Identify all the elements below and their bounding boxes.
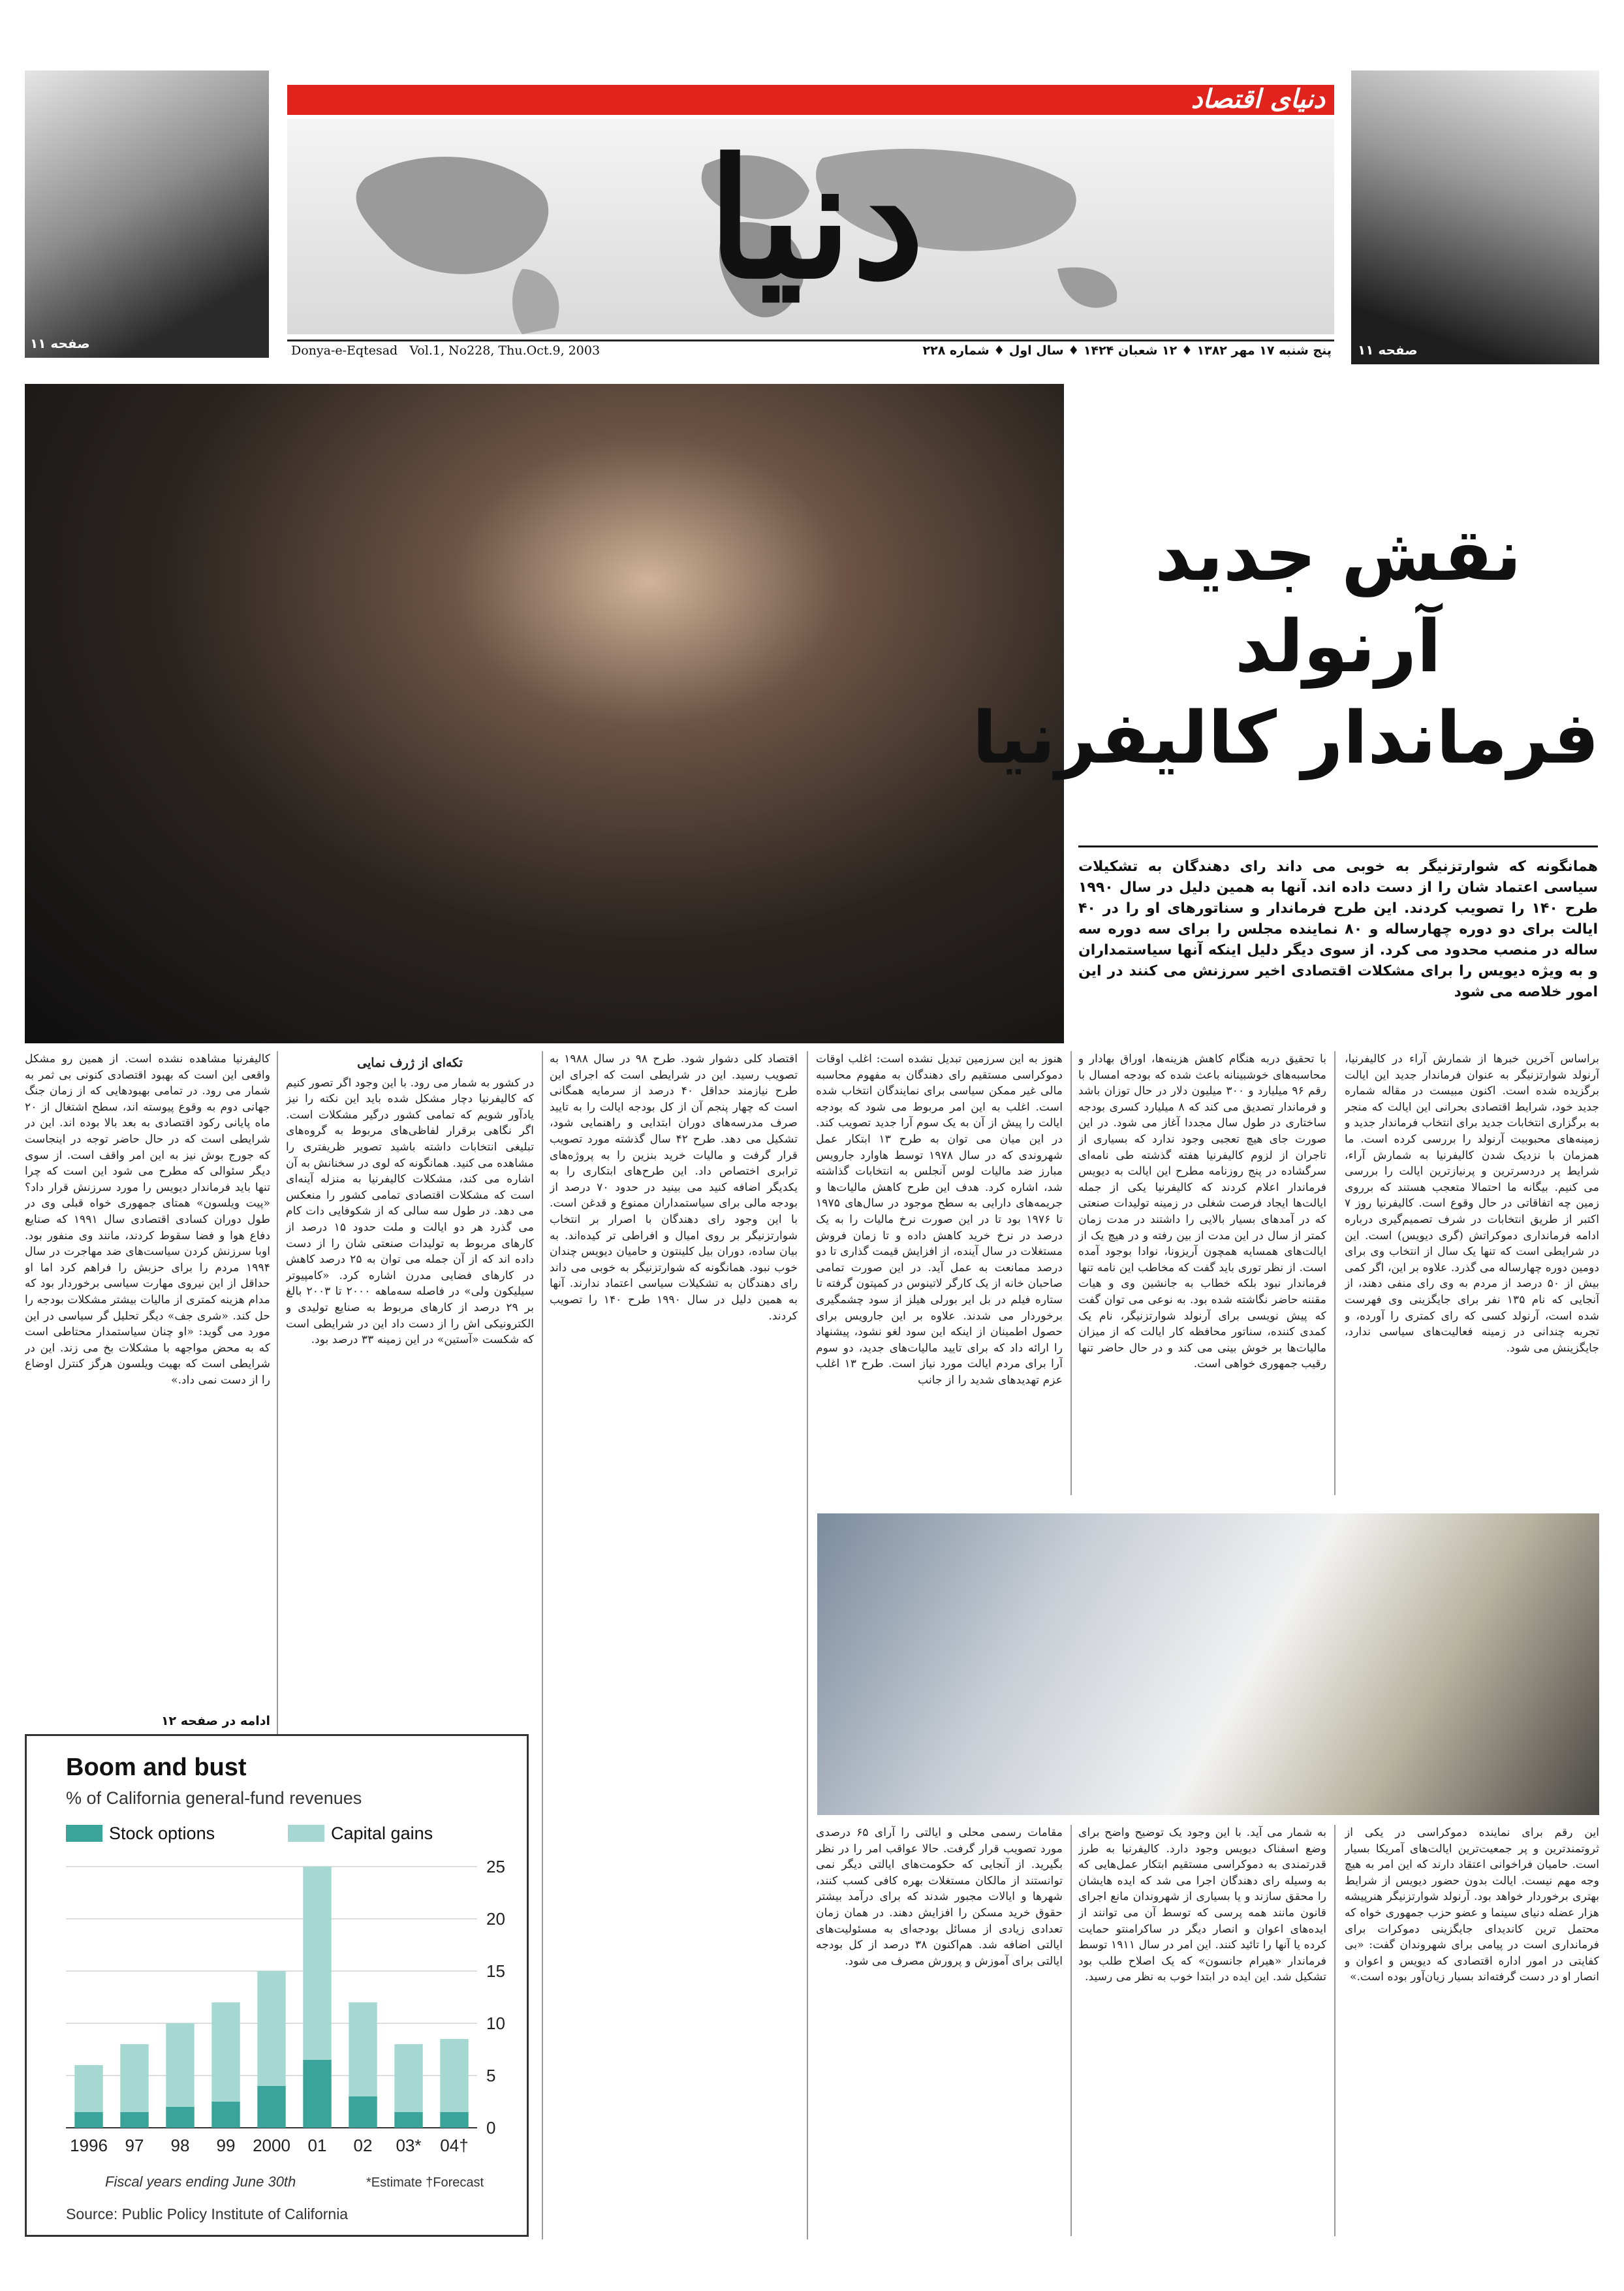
bar-capital-gains: [166, 2023, 194, 2107]
article-column-4: اقتصاد کلی دشوار شود. طرح ۹۸ در سال ۱۹۸۸ به تصویب رسید. این در شرایطی است که اجرای این طرح نیازمند حداقل ۴۰ درصد از سرمایه همگانی است که چهار پنجم آن از کل بودجه ایالت را به تایید صرف مدرسه‌های دوران ابتدایی و راهنمایی شود، تشکیل می دهد. طرح ۴۲ سال گذشته مورد تصویب قرار گرفت و مالیات خرید بنزین را به پروژه‌های ترابری اختصاص داد. این طرح‌های ابتکاری را به یکدیگر اضافه کنید می بینید در حدود ۷۰ درصد از بودجه مالی برای سیاستمداران ممنوع و قدغن است. با این وجود رای دهندگان با اصرار بر انتخاب شوارتزنیگر بر روی امیال و افراطی تر کیده‌اند. به بیان ساده، دوران بیل کلینتون و حامیان دیویس چندان خوب نبود. همانگونه که شوارتزنیگر به خوبی می داند رای دهندگان به تشکیلات سیاسی اعتماد ندارند. آنها به همین دلیل در سال ۱۹۹۰ طرح ۱۴۰ را تصویب کردند.: [550, 1052, 798, 1323]
date-persian: پنج شنبه ۱۷ مهر ۱۳۸۲ ♦ ۱۲ شعبان ۱۴۲۴ ♦ سال اول ♦ شماره ۲۲۸: [922, 343, 1332, 358]
chart-source: Source: Public Policy Institute of California: [66, 2205, 349, 2222]
teaser-photo-left[interactable]: [25, 71, 269, 358]
bar-stock-options: [166, 2107, 194, 2128]
bar-capital-gains: [394, 2044, 422, 2112]
bar-stock-options: [257, 2086, 285, 2128]
lead-text: همانگونه که شوارتزنیگر به خوبی می داند رای دهندگان به تشکیلات سیاسی اعتماد شان را از دست داده اند. آنها به همین دلیل در سال ۱۹۹۰ طرح ۱۴۰ را تصویب کردند. این طرح فرماندار و سناتورهای او را در ۴۰ ایالت برای دو دوره چهارساله و ۸۰ نماینده مجلس را برای سه دوره سه ساله در منصب محدود می کرد. از سوی دیگر دلیل اینکه آنها سیاستمداران و به ویژه دیویس را برای مشکلات اقتصادی اخیر سرزنش می کنند در این امور خلاصه می شود: [1078, 859, 1598, 1000]
chart-box: [25, 1734, 529, 2237]
column-rule: [807, 1051, 808, 2239]
article-column-6: کالیفرنیا مشاهده نشده است. از همین رو مشکل واقعی این است که بهبود اقتصادی کنونی بی ثمر به شمار می رود. در تمامی بهبودهایی که از زمان جنگ جهانی دوم به وقوع پیوسته اند، سطح اشتغال از ۲۰ ماه پایانی رکود اقتصادی به بعد بالا بوده اند. این در شرایطی است که در حال حاضر توجه در اینجاست که جورج بوش نیز به این امر واقف است. از سوی دیگر سئوالی که مطرح می شود این است که چرا تنها باید فرماندار دیویس را مورد سرزنش قرار داد؟ «پیت ویلسون» همتای جمهوری خواه قبلی وی در طول دوران کسادی اقتصادی سال ۱۹۹۱ که صنایع دفاع هوا و فضا سقوط کردند، مانند وی منفور بود. اوبا سرزنش کردن سیاست‌های ضد مهاجرت در سال ۱۹۹۴ مردم را برای حزبش را فراهم کرد اما او حداقل از این نیروی مهارت سیاسی برخوردار بود که مدام هزینه کمتری از مالیات بیشتر مشکلات بودجه را حل کند. «شری جف» دیگر تحلیل گر سیاسی در این مورد می گوید: «او چنان سیاستمدار محتاطی است که به محض مواجهه با مشکلات بخ می زند. این در شرایطی است که بهیت ویلسون هرگز کنترل اوضاع را از دست نمی داد.»: [25, 1052, 270, 1387]
legend-swatch-stock: [66, 1825, 102, 1842]
article-column-2: با تحقیق دربه هنگام کاهش هزینه‌ها، اوراق بهادار و محاسبه‌های خوشبینانه باعث شده که بودجه امسال با رقم ۹۶ میلیارد و ۳۰۰ میلیون دلار در حال توزان باشد و فرماندار تصدیق می کند که ۸ میلیارد کسری بودجه ساختاری در طول سال مجددا آغاز می شود. در این صورت جای هیچ تعجبی وجود ندارد که بسیاری از تاجران از لزوم کالیفرنیا هفته گذشته طی نامه‌ای سرگشاده در پنج روزنامه مطرح این ایالت به دیویس فرماندار اعلام کردند که کالیفرنیا یکی از جمله ایالت‌ها ایجاد فرصت شغلی در زمینه تولیدات صنعتی که در آمدهای بسیار بالایی را داشتند در مدت زمان کمتر از سال در این مدت از بین رفته و در هیچ یک از ایالت‌های همسایه همچون آریزونا، نوادا بوجود آمده است. از نظر توری باید گفت که مخاطب این نامه تنها فرماندار نبود بلکه خطاب به جانشین وی و هیات مقننه حاضر نگاشته شده بود. به نوعی می توان گفت که پیش نویسی برای آرنولد شوارتزنیگر، نام یک کمدی کننده، سناتور محافظه کار ایالت که از میزان مالیات‌ها بر خوش بینی می کند و در حال حاضر تنها رقیب جمهوری خواهی است.: [1078, 1052, 1326, 1371]
teaser-photo-right[interactable]: [1351, 71, 1599, 364]
bar-stock-options: [74, 2112, 102, 2128]
bar-stock-options: [349, 2096, 377, 2128]
masthead-rule: [287, 340, 1334, 341]
masthead-logo: دنیا: [707, 123, 925, 315]
bar-capital-gains: [120, 2044, 148, 2112]
bar-capital-gains: [211, 2002, 240, 2102]
bar-stock-options: [440, 2112, 468, 2128]
bar-capital-gains: [74, 2065, 102, 2112]
x-tick-label: 97: [125, 2136, 144, 2155]
column-rule: [1070, 1051, 1072, 1495]
y-tick-label: 15: [486, 1961, 505, 1981]
main-photo[interactable]: [25, 384, 1064, 1043]
article-column-9: مقامات رسمی محلی و ایالتی را آرای ۶۵ درصدی مورد تصویب قرار گرفت. حالا عواقب امر را در نظر بگیرید. از آنجایی که حکومت‌های ایالتی دیگر نمی توانستند از مالکان مستغلات بهره کافی کسب کنند، شهرها و ایالات مجبور شدند که برای درآمد بیشتر حقوق خرید مسکن را افزایش دهند. در همان زمان تعدادی زیادی از مسائل بودجه‌ای به مسئولیت‌های ایالتی اضافه شد. هم‌اکنون ۳۸ درصد از کل بودجه ایالتی برای آموزش و پرورش مصرف می شود.: [816, 1826, 1063, 1968]
x-tick-label: 01: [307, 2136, 327, 2155]
headline-line-3: فرماندار کالیفرنیا: [972, 696, 1599, 780]
bar-capital-gains: [349, 2002, 377, 2096]
y-tick-label: 20: [486, 1909, 505, 1929]
y-tick-label: 25: [486, 1857, 505, 1876]
chart-title: Boom and bust: [66, 1754, 247, 1781]
y-tick-label: 5: [486, 2066, 496, 2085]
x-tick-label: 2000: [253, 2136, 290, 2155]
x-tick-label: 02: [353, 2136, 373, 2155]
headline-line-2: آرنولد: [1234, 605, 1442, 688]
article-column-7: این رقم برای نماینده دموکراسی در یکی از ثروتمندترین و پر جمعیت‌ترین ایالت‌های آمریکا بسیار است. حامیان فراخوانی اعتقاد دارند که این امر به هیچ وجه مهم نیست. ایالت بدون حضور دیویس از شرایط بهتری برخوردار خواهد بود. آرنولد شوارتزنیگر هنرپیشه هزار عضله دنیای سینما و عضو حزب جمهوری خواه که محتمل ترین کاندیدای جایگزینی دموکرات برای فرمانداری است در پیامی برای شهروندان گفت: «بی کفایتی در امور اداره اقتصادی که دیویس و اعوان و انصار او در دست گرفته‌اند بسیار زیان‌آور بوده است.»: [1345, 1826, 1599, 1984]
article-column-8: به شمار می آید. با این وجود یک توضیح واضح برای وضع اسفناک دیویس وجود دارد. کالیفرنیا به طرز قدرتمندی به دموکراسی مستقیم ابتکار عمل‌هایی که به وسیله رای دهندگان اجرا می شد که ایده هایشان را محقق سازند و یا بسیاری از شهروندان مانع اجرای قانون مانند همه پرسی که توسط آن می توانند از ایده‌های اعوان و انصار دیگر در ساکرامنتو حمایت کرده یا آنها را تائید کنند. این امر در سال ۱۹۱۱ توسط فرماندار «هیرام جانسون» که یک اصلاح طلب بود تشکیل شد. این ایده در ابتدا خوب به نظر می رسید.: [1078, 1826, 1326, 1984]
article-column-5-wrap: [286, 1051, 534, 1743]
y-tick-label: 0: [486, 2118, 496, 2138]
legend-label-stock: Stock options: [109, 1824, 215, 1843]
bar-capital-gains: [440, 2039, 468, 2112]
x-tick-label: 99: [216, 2136, 236, 2155]
continued-note[interactable]: ادامه در صفحه ۱۲: [161, 1714, 270, 1728]
column-rule: [1334, 1825, 1335, 2236]
column-rule: [1070, 1825, 1072, 2236]
x-tick-label: 1996: [70, 2136, 108, 2155]
article-column-3: هنوز به این سرزمین تبدیل نشده است: اغلب اوقات دموکراسی مستقیم رای دهندگان به مفهوم محاسبه مالی غیر ممکن سیاسی برای نمایندگان انتخاب شده است. اغلب به این امر مربوط می شود که بودجه ایالت را پیش از آن به یک سوم آرا جدید تصویب کند. در این میان می توان به طرح ۱۳ ابتکار عمل شهروندی که در سال ۱۹۷۸ توسط هاوارد جارویس مبارز ضد مالیات لوس آنجلس به انتخابات گذاشته شد، اشاره کرد. هدف این طرح کاهش مالیات‌ها و جریمه‌های دارایی به سطح موجود در سال‌های ۱۹۷۵ تا ۱۹۷۶ بود تا در این صورت نرخ مالیات را به یک درصد در نرخ خرید کاهش داده و تا زمان فروش مستغلات در سال آینده، از افزایش قیمت گذاری تا دو درصد ممانعت به عمل آید. در این صورت تمامی صاحبان خانه از یک کارگر لاتینوس در کمپتون گرفته تا ستاره فیلم در بل ایر بورلی هیلز از سود چشمگیری برخوردار می شدند. علاوه بر این جارویس برای حصول اطمینان از اینکه این سود لغو نشود، پیشنهاد را ارائه داد که برای تایید مالیات‌های جدید، دو سوم آرا برای مردم ایالت مورد نیاز است. طرح ۱۳ اغلب عزم تهدیدهای شدید را از جانب: [816, 1052, 1063, 1387]
column-rule: [1334, 1051, 1335, 1495]
x-tick-label: 98: [170, 2136, 190, 2155]
chart-xlabel: Fiscal years ending June 30th: [105, 2173, 296, 2190]
bar-stock-options: [211, 2102, 240, 2128]
column-rule: [277, 1051, 278, 1743]
teaser-caption-left: صفحه ۱۱: [30, 336, 90, 351]
legend-label-gains: Capital gains: [331, 1824, 433, 1843]
revenue-bar-chart: [27, 1736, 527, 2235]
bar-stock-options: [303, 2060, 331, 2128]
bar-stock-options: [120, 2112, 148, 2128]
x-tick-label: 03*: [396, 2136, 422, 2155]
headline: [972, 509, 1599, 849]
bar-stock-options: [394, 2112, 422, 2128]
bar-capital-gains: [303, 1867, 331, 2060]
secondary-photo[interactable]: [817, 1513, 1599, 1815]
column-rule: [542, 1051, 543, 2239]
subhead-block: [286, 1051, 534, 1352]
brand-small: دنیای اقتصاد: [1191, 84, 1325, 114]
legend-swatch-gains: [288, 1825, 324, 1842]
chart-subtitle: % of California general-fund revenues: [66, 1788, 362, 1808]
teaser-caption-right: صفحه ۱۱: [1358, 342, 1418, 358]
article-column-5: در کشور به شمار می رود. با این وجود اگر تصور کنیم که کالیفرنیا دچار مشکل شده باید این نکته را نیز یادآور شویم که تمامی کشور درگیر مشکلات است. اگر نگاهی برقرار لفاظی‌های مربوط به گروه‌های تبلیغی انتخابات داشته باشید تصویر ظریفتری را مشاهده می کنید. همانگونه که لوی در سخنانش به آن اشاره می کند، مشکلات کالیفرنیا به منزله آینه‌ای است که مشکلات اقتصادی تمامی کشور را منعکس می دهد. در طول سه سالی که از شکوفایی دات کام می گذرد هر دو ایالت و ملت حدود ۱۵ درصد از کارهای مربوط به تولیدات صنعتی شان را از دست داده اند که از آن جمله می توان به ۲۵ درصد کاهش در کارهای فضایی مدرن اشاره کرد. «کامپیوتر سیلیکون ولی» در فاصله سه‌ماهه ۲۰۰۰ تا ۲۰۰۳ بالغ بر ۲۹ درصد از کارهای مربوط به صنایع تولیدی و الکترونیکی اش را از دست داد این در شرایطی است که شکست «آستین» در این زمینه ۳۳ درصد بود.: [286, 1076, 534, 1347]
x-tick-label: 04†: [440, 2136, 469, 2155]
subhead: تکه‌ای از ژرف نمایی: [357, 1056, 463, 1070]
headline-line-1: نقش جدید: [1155, 513, 1522, 597]
article-column-1: براساس آخرین خبرها از شمارش آراء در کالیفرنیا، آرنولد شوارتزنیگر به عنوان فرماندار جدید این ایالت برگزیده شده است. اکنون مبیست در مقاله شماره جدید خود، شرایط اقتصادی بحرانی این ایالت که منجر به برگزاری انتخابات جدید برای انتخاب فرماندار جدید و زمینه‌های محبوبیت آرنولد را بررسی کرده است. ما همزمان با نزدیک شدن کالیفرنیا به شمارش آراء، شرایط پر دردسرترین و پرنیازترین ایالت را بررسی می کنیم. بیگانه ما احتمالا متعجب هستند که برروی زمین چه اتفاقاتی در حال وقوع است. کالیفرنیا روز ۷ اکتبر از طریق انتخابات در شرف تصمیم‌گیری درباره ادامه فرمانداری دموکراتش (گری دیویس) است. این در شرایطی است که تنها یک سال از انتخاب وی برای دومین دوره چهارساله می گذرد. علاوه بر این، اگر کمی بیش از ۵۰ درصد از مردم به وی رای منفی دهند، از آنجایی که نام ۱۳۵ نفر برای جایگزینی وی فهرست شده است، آرنولد کسی که رای کمتری را آورده، و تجربه چندانی در زمینه فعالیت‌های سیاسی ندارد، جایگزینش می شود.: [1345, 1052, 1599, 1355]
chart-footnote: *Estimate †Forecast: [366, 2175, 484, 2190]
date-latin: Donya-e-Eqtesad Vol.1, No228, Thu.Oct.9, 2003: [291, 343, 601, 358]
y-tick-label: 10: [486, 2014, 505, 2033]
lead-box: [1078, 845, 1598, 1043]
bar-capital-gains: [257, 1971, 285, 2086]
